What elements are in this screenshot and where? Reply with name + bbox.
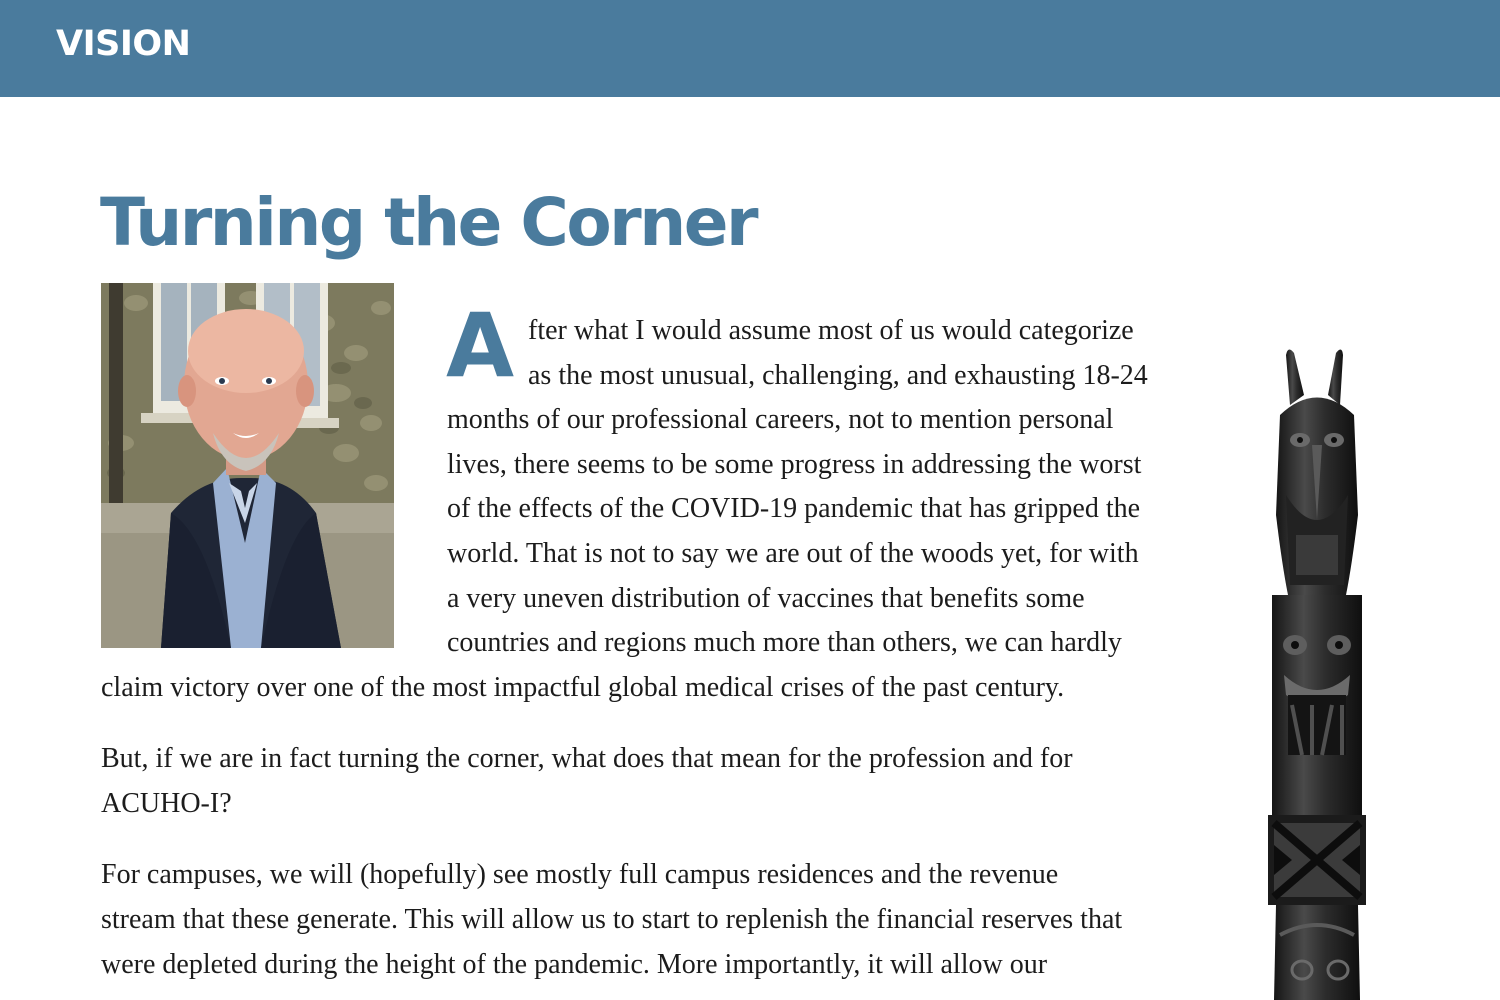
paragraph-2-line: ACUHO-I? [101,788,232,819]
paragraph-1-line: lives, there seems to be some progress in addressing the worst [447,449,1142,480]
paragraph-3-line: stream that these generate. This will allow us to start to replenish the financial reserves that [101,904,1123,935]
paragraph-3-line: For campuses, we will (hopefully) see mostly full campus residences and the revenue [101,859,1059,890]
paragraph-3-line: were depleted during the height of the pandemic. More importantly, it will allow our [101,949,1048,980]
paragraph-1-line: fter what I would assume most of us would categorize [528,315,1134,346]
drop-cap: A [446,294,515,397]
paragraph-1-line: months of our professional careers, not to mention personal [447,404,1114,435]
totem-pole-image [1262,345,1372,1000]
section-label: VISION [56,24,191,64]
paragraph-1-line: world. That is not to say we are out of the woods yet, for with [447,538,1139,569]
paragraph-1-line: of the effects of the COVID-19 pandemic that has gripped the [447,493,1141,524]
article-title: Turning the Corner [100,184,757,261]
author-photo [101,283,394,648]
paragraph-2-line: But, if we are in fact turning the corner, what does that mean for the profession and for [101,743,1073,774]
section-header-band [0,0,1500,97]
paragraph-1-line: a very uneven distribution of vaccines that benefits some [447,583,1085,614]
paragraph-1-line: as the most unusual, challenging, and exhausting 18-24 [528,360,1148,391]
paragraph-1-line: claim victory over one of the most impactful global medical crises of the past century. [101,672,1065,703]
paragraph-1-line: countries and regions much more than others, we can hardly [447,627,1122,658]
